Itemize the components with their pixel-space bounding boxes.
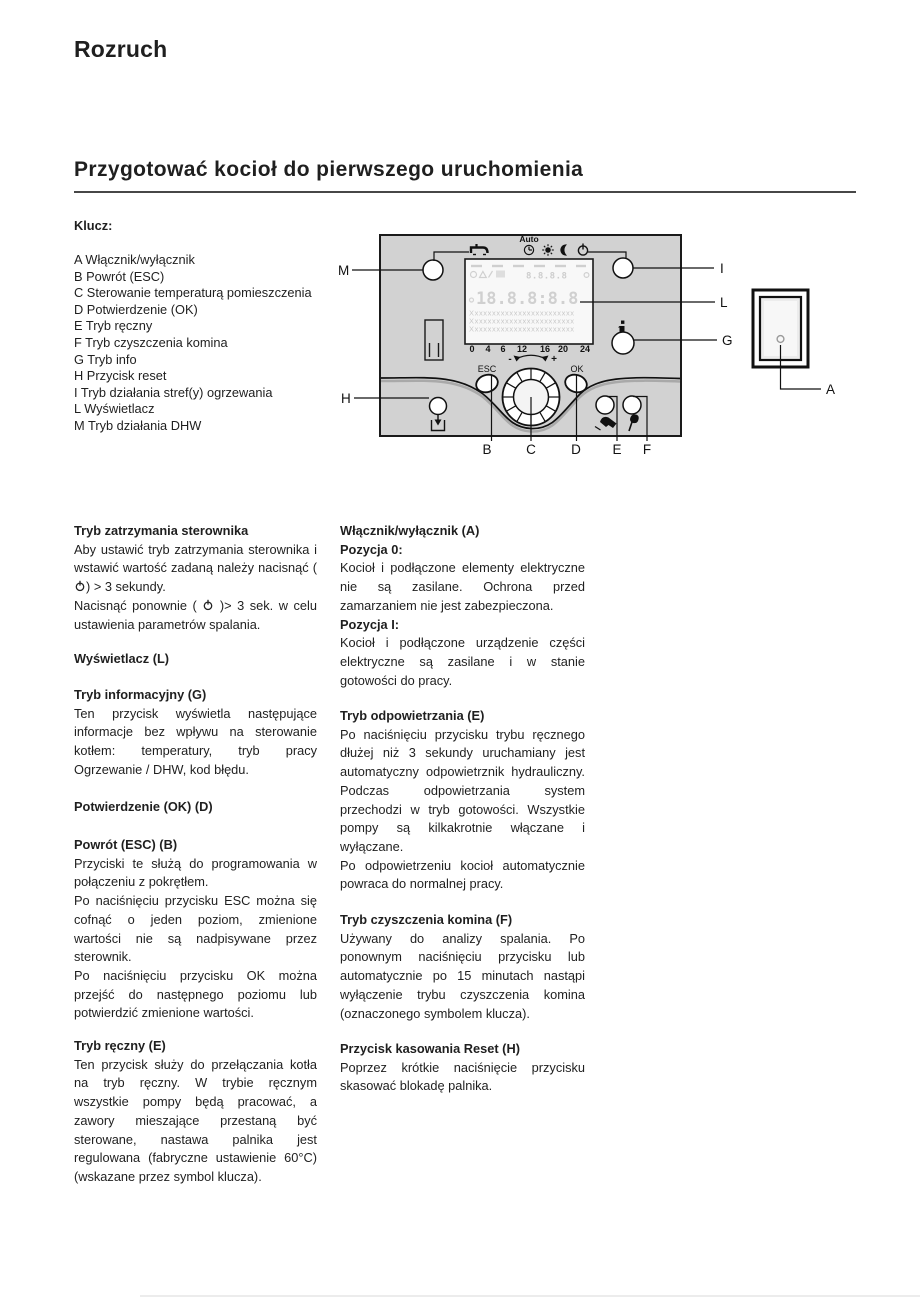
key-item: M Tryb działania DHW bbox=[74, 417, 202, 433]
key-item: H Przycisk reset bbox=[74, 368, 167, 384]
callout-h: H bbox=[341, 391, 351, 406]
svg-text:6: 6 bbox=[500, 344, 506, 354]
knob-plus-label: + bbox=[551, 354, 557, 365]
key-heading: Klucz: bbox=[74, 218, 113, 233]
heating-zone-button bbox=[613, 258, 633, 278]
key-item: I Tryb działania stref(y) ogrzewania bbox=[74, 384, 273, 400]
section-display bbox=[74, 650, 317, 669]
paragraph: Po odpowietrzeniu kocioł automatycznie powraca do normalnej pracy. bbox=[340, 857, 585, 892]
svg-text:4: 4 bbox=[485, 344, 491, 354]
paragraph: Ten przycisk służy do przełączania kotła na tryb ręczny. W trybie ręcznym wszystkie pompy będą pracować, a zawory mieszające przestaną być sterowane, nastawa palnika jest regulowana (fabryczne ustawienie 60°C) (wskazane przez symbol klucza). bbox=[74, 1056, 317, 1184]
section-confirm bbox=[74, 798, 317, 817]
control-panel-diagram bbox=[330, 225, 860, 470]
callout-i: I bbox=[720, 261, 724, 276]
key-list bbox=[74, 252, 334, 435]
callout-g: G bbox=[722, 333, 733, 348]
manual-mode-button bbox=[596, 396, 614, 414]
svg-text:24: 24 bbox=[579, 344, 591, 354]
paragraph: Używany do analizy spalania. Po ponownym naciśnięciu przycisku lub automatycznie po 15 minutach nastąpi wyłączenie trybu czyszczenia komina (oznaczonego symbolem klucza). bbox=[340, 930, 585, 1021]
callout-m: M bbox=[338, 263, 350, 278]
key-item: F Tryb czyszczenia komina bbox=[74, 334, 228, 350]
callout-b: B bbox=[482, 442, 492, 457]
lcd-text-row: Xxxxxxxxxxxxxxxxxxxxxxxx bbox=[469, 316, 575, 326]
section-reset-button bbox=[340, 1040, 585, 1096]
subheading: Pozycja I: bbox=[340, 616, 400, 632]
sun-icon bbox=[542, 244, 554, 256]
key-item: B Powrót (ESC) bbox=[74, 268, 165, 284]
section-title: Przygotować kocioł do pierwszego uruchomienia bbox=[74, 158, 584, 181]
callout-l: L bbox=[720, 295, 728, 310]
info-button bbox=[612, 332, 634, 354]
callout-d: D bbox=[571, 442, 581, 457]
section-heading: Potwierdzenie (OK) (D) bbox=[74, 799, 213, 814]
key-item: A Włącznik/wyłącznik bbox=[74, 252, 195, 267]
ok-label: OK bbox=[570, 364, 584, 374]
power-icon bbox=[74, 580, 86, 592]
key-item: G Tryb info bbox=[74, 351, 137, 367]
paragraph: Przyciski te służą do programowania w połączeniu z pokrętłem. bbox=[74, 855, 317, 890]
lcd-small-digits: 8.8.8.8 bbox=[526, 271, 568, 282]
callout-a: A bbox=[826, 382, 836, 397]
section-vent-mode bbox=[340, 707, 585, 894]
svg-text:0: 0 bbox=[469, 344, 475, 354]
power-icon bbox=[202, 599, 214, 611]
section-back-esc bbox=[74, 836, 317, 1023]
power-switch bbox=[753, 290, 821, 389]
section-power-switch bbox=[340, 522, 585, 690]
key-item: E Tryb ręczny bbox=[74, 318, 153, 334]
page-title: Rozruch bbox=[74, 36, 168, 62]
reset-button bbox=[430, 398, 447, 415]
section-heading: Tryb informacyjny (G) bbox=[74, 687, 207, 702]
paragraph: Po naciśnięciu przycisku trybu ręcznego dłużej niż 3 sekundy uruchamiany jest automatyczny odpowietrznik hydrauliczny. Podczas odpowietrzania system przechodzi w tryb gotowości. Wszystkie pompy są kilkakrotnie włączane i wyłączane. bbox=[340, 726, 585, 854]
dhw-button bbox=[423, 260, 443, 280]
knob-minus-label: - bbox=[508, 354, 512, 365]
section-stop-mode bbox=[74, 522, 317, 634]
callout-f: F bbox=[642, 442, 652, 457]
paragraph: Po naciśnięciu przycisku OK można przejść do następnego poziomu lub potwierdzić zmienione wartości. bbox=[74, 967, 317, 1021]
section-heading: Tryb zatrzymania sterownika bbox=[74, 523, 249, 538]
paragraph: Po naciśnięciu przycisku ESC można się cofnąć o jeden poziom, zmienione wartości nie są nadpisywane przez sterownik. bbox=[74, 893, 317, 965]
section-heading: Wyświetlacz (L) bbox=[74, 651, 170, 666]
lcd-text-row: Xxxxxxxxxxxxxxxxxxxxxxxx bbox=[469, 308, 575, 318]
section-rule bbox=[74, 191, 856, 193]
svg-text:12: 12 bbox=[516, 344, 528, 354]
paragraph: Nacisnąć ponownie ( )> 3 sek. w celu ustawienia parametrów spalania. bbox=[74, 597, 317, 632]
lcd-big-digits: 18.8.8:8.8 bbox=[476, 289, 579, 309]
paragraph: Aby ustawić tryb zatrzymania sterownika i wstawić wartość zadaną należy nacisnąć () > 3 sekundy. bbox=[74, 541, 317, 595]
callout-e: E bbox=[612, 442, 622, 457]
section-chimney-mode bbox=[340, 911, 585, 1023]
lcd-display bbox=[465, 259, 593, 344]
section-heading: Tryb odpowietrzania (E) bbox=[340, 708, 485, 723]
paragraph: Ten przycisk wyświetla następujące informacje bez wpływu na sterowanie kotłem: temperatury, tryb pracy Ogrzewanie / DHW, kod błędu. bbox=[74, 705, 317, 777]
esc-label: ESC bbox=[477, 364, 497, 374]
paragraph: Kocioł i podłączone urządzenie części elektryczne są zasilane i w stanie gotowości do pracy. bbox=[340, 635, 585, 688]
section-heading: Powrót (ESC) (B) bbox=[74, 837, 178, 852]
auto-label: Auto bbox=[519, 234, 539, 244]
paragraph: Poprzez krótkie naciśnięcie przycisku skasować blokadę palnika. bbox=[340, 1059, 585, 1094]
svg-text:16: 16 bbox=[539, 344, 551, 354]
key-item: C Sterowanie temperaturą pomieszczenia bbox=[74, 285, 312, 301]
section-heading: Tryb czyszczenia komina (F) bbox=[340, 912, 513, 927]
section-heading: Włącznik/wyłącznik (A) bbox=[340, 523, 480, 538]
callout-c: C bbox=[526, 442, 536, 457]
section-heading: Przycisk kasowania Reset (H) bbox=[340, 1041, 520, 1056]
chimney-sweep-button bbox=[623, 396, 641, 414]
key-item: D Potwierdzenie (OK) bbox=[74, 301, 198, 317]
lcd-text-row: Xxxxxxxxxxxxxxxxxxxxxxxx bbox=[469, 324, 575, 334]
section-heading: Tryb ręczny (E) bbox=[74, 1038, 166, 1053]
key-item: L Wyświetlacz bbox=[74, 401, 155, 417]
page-edge-artifact bbox=[140, 1295, 920, 1297]
subheading: Pozycja 0: bbox=[340, 541, 403, 557]
paragraph: Kocioł i podłączone elementy elektryczne nie są zasilane. Ochrona przed zamarzaniem nie jest zabezpieczona. bbox=[340, 560, 585, 613]
section-info-mode bbox=[74, 686, 317, 780]
svg-text:20: 20 bbox=[557, 344, 569, 354]
section-manual-mode bbox=[74, 1037, 317, 1187]
